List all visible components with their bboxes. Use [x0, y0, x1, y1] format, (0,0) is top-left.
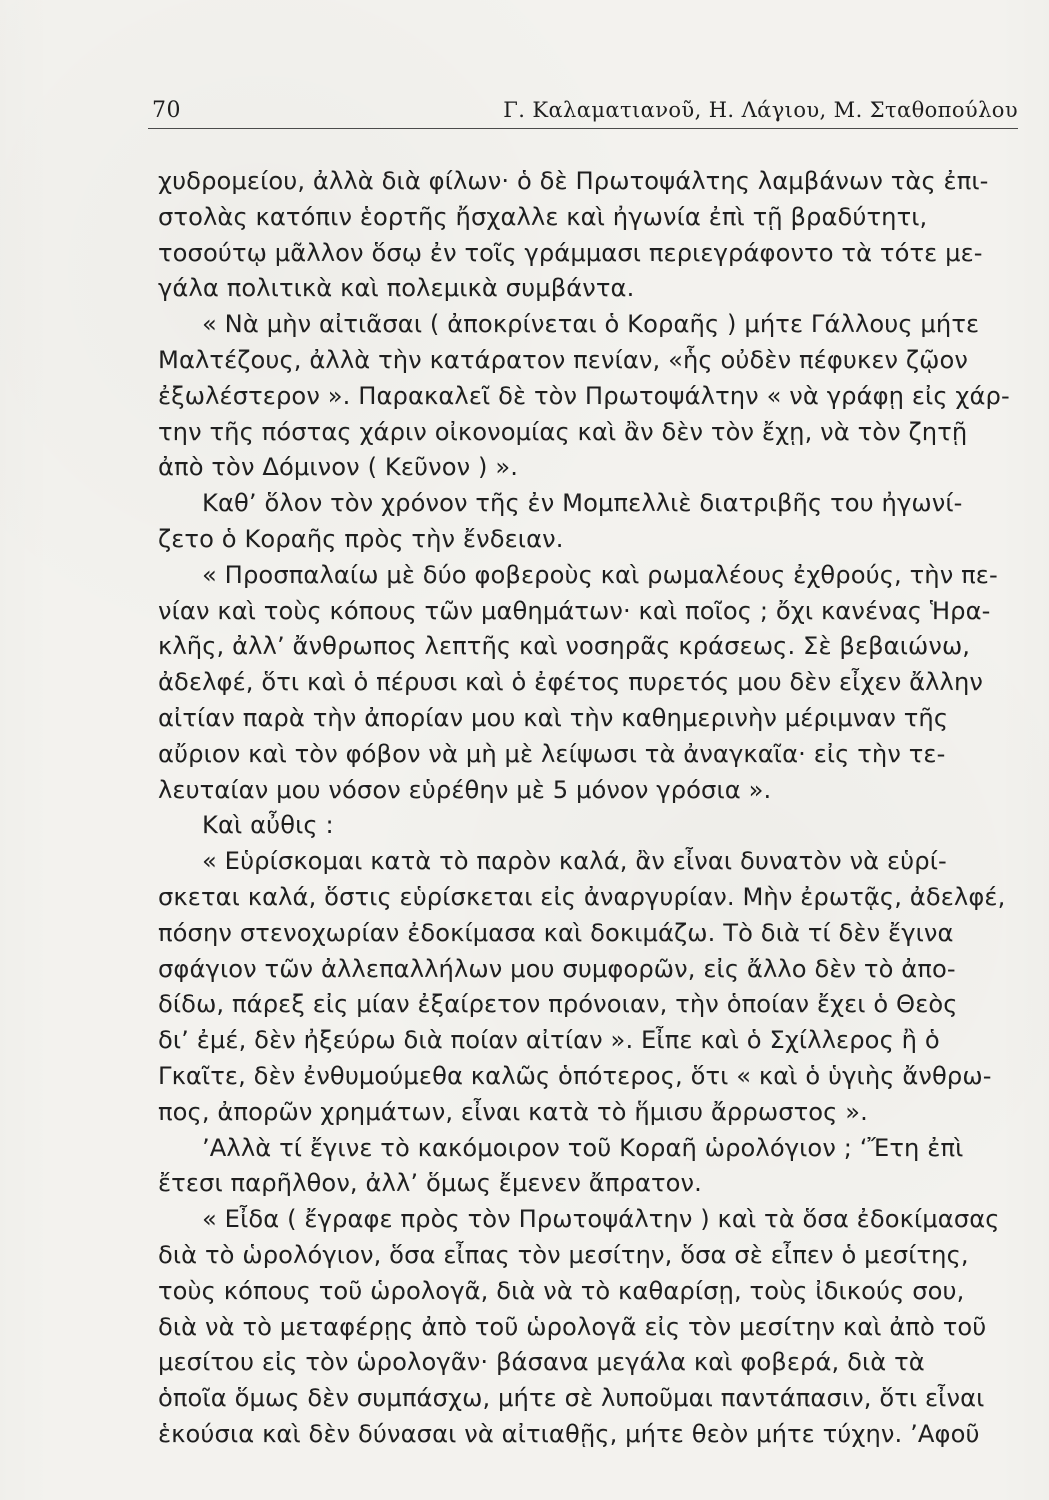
text-line: πόσην στενοχωρίαν ἐδοκίμασα καὶ δοκιμάζω. Τὸ διὰ τί δὲν ἔγινα — [158, 918, 954, 947]
text-line: « Εὑρίσκομαι κατὰ τὸ παρὸν καλά, ἂν εἶναι δυνατὸν νὰ εὑρί- — [202, 847, 947, 876]
text-line: ἀπὸ τὸν Δόμινον ( Κεῦνον ) ». — [158, 453, 519, 482]
text-line: την τῆς πόστας χάριν οἰκονομίας καὶ ἂν δὲν τὸν ἔχῃ, νὰ τὸν ζητῇ — [158, 417, 968, 446]
text-line: Καὶ αὖθις : — [202, 811, 334, 840]
text-line: κλῆς, ἀλλ’ ἄνθρωπος λεπτῆς καὶ νοσηρᾶς κράσεως. Σὲ βεβαιώνω, — [158, 632, 971, 661]
text-line: αὔριον καὶ τὸν φόβον νὰ μὴ μὲ λείψωσι τὰ ἀναγκαῖα· εἰς τὴν τε- — [158, 739, 946, 768]
text-line: Μαλτέζους, ἀλλὰ τὴν κατάρατον πενίαν, «ἧς οὐδὲν πέφυκεν ζῷον — [158, 345, 969, 374]
text-line: « Νὰ μὴν αἰτιᾶσαι ( ἀποκρίνεται ὁ Κοραῆς ) μήτε Γάλλους μήτε — [202, 310, 980, 339]
body-text — [158, 164, 1016, 1453]
text-line: χυδρομείου, ἀλλὰ διὰ φίλων· ὁ δὲ Πρωτοψάλτης λαμβάνων τὰς ἐπι- — [158, 167, 989, 195]
text-line: σκεται καλά, ὅστις εὑρίσκεται εἰς ἀναργυρίαν. Μὴν ἐρωτᾷς, ἀδελφέ, — [158, 882, 1006, 911]
text-line: πος, ἀπορῶν χρημάτων, εἶναι κατὰ τὸ ἥμισυ ἄρρωστος ». — [158, 1097, 868, 1126]
text-line: ἐξωλέστερον ». Παρακαλεῖ δὲ τὸν Πρωτοψάλτην « νὰ γράφῃ εἰς χάρ- — [158, 381, 1010, 410]
text-line: δι’ ἐμέ, δὲν ἠξεύρω διὰ ποίαν αἰτίαν ». Εἶπε καὶ ὁ Σχίλλερος ἢ ὁ — [158, 1026, 940, 1055]
text-line: « Προσπαλαίω μὲ δύο φοβεροὺς καὶ ρωμαλέους ἐχθρούς, τὴν πε- — [202, 560, 998, 589]
text-line: μεσίτου εἰς τὸν ὡρολογᾶν· βάσανα μεγάλα καὶ φοβερά, διὰ τὰ — [158, 1348, 925, 1377]
text-line: ὁποῖα ὅμως δὲν συμπάσχω, μήτε σὲ λυποῦμαι παντάπασιν, ὅτι εἶναι — [158, 1384, 985, 1413]
text-line: λευταίαν μου νόσον εὑρέθην μὲ 5 μόνον γρόσια ». — [158, 775, 772, 804]
text-line: ἀδελφέ, ὅτι καὶ ὁ πέρυσι καὶ ὁ ἐφέτος πυρετός μου δὲν εἶχεν ἄλλην — [158, 668, 984, 697]
text-line: διὰ νὰ τὸ μεταφέρῃς ἀπὸ τοῦ ὡρολογᾶ εἰς τὸν μεσίτην καὶ ἀπὸ τοῦ — [158, 1312, 987, 1341]
text-line: διὰ τὸ ὡρολόγιον, ὅσα εἶπας τὸν μεσίτην, ὅσα σὲ εἶπεν ὁ μεσίτης, — [158, 1240, 969, 1269]
text-line: ’Αλλὰ τί ἔγινε τὸ κακόμοιρον τοῦ Κοραῆ ὡρολόγιον ; ‘Ἔτη ἐπὶ — [202, 1133, 964, 1162]
text-line: ἔτεσι παρῆλθον, ἀλλ’ ὅμως ἔμενεν ἄπρατον. — [158, 1169, 702, 1198]
text-line: γάλα πολιτικὰ καὶ πολεμικὰ συμβάντα. — [158, 274, 635, 303]
text-line: Καθ’ ὅλον τὸν χρόνον τῆς ἐν Μομπελλιὲ διατριβῆς του ἠγωνί- — [202, 489, 963, 518]
header-rule — [148, 128, 1018, 129]
text-line: στολὰς κατόπιν ἑορτῆς ἤσχαλλε καὶ ἠγωνία ἐπὶ τῇ βραδύτητι, — [158, 202, 928, 231]
text-line: τοσούτῳ μᾶλλον ὅσῳ ἐν τοῖς γράμμασι περιεγράφοντο τὰ τότε με- — [158, 238, 983, 267]
page-number: 70 — [152, 98, 181, 123]
text-line: αἰτίαν παρὰ τὴν ἀπορίαν μου καὶ τὴν καθημερινὴν μέριμναν τῆς — [158, 703, 949, 732]
text-line: νίαν καὶ τοὺς κόπους τῶν μαθημάτων· καὶ ποῖος ; ὄχι κανένας Ἡρα- — [158, 596, 991, 625]
text-line: σφάγιον τῶν ἀλλεπαλλήλων μου συμφορῶν, εἰς ἄλλο δὲν τὸ ἀπο- — [158, 954, 956, 983]
page-header — [152, 98, 1018, 130]
running-head: Γ. Καλαματιανοῦ, Η. Λάγιου, Μ. Σταθοπούλου — [503, 98, 1018, 122]
text-line: « Εἶδα ( ἔγραφε πρὸς τὸν Πρωτοψάλτην ) καὶ τὰ ὅσα ἐδοκίμασας — [202, 1205, 1000, 1234]
text-line: ζετο ὁ Κοραῆς πρὸς τὴν ἔνδειαν. — [158, 524, 564, 553]
text-line: ἑκούσια καὶ δὲν δύνασαι νὰ αἰτιαθῇς, μήτε θεὸν μήτε τύχην. ’Αφοῦ — [158, 1419, 980, 1448]
text-line: τοὺς κόπους τοῦ ὡρολογᾶ, διὰ νὰ τὸ καθαρίσῃ, τοὺς ἰδικούς σου, — [158, 1276, 965, 1305]
text-line: δίδω, πάρεξ εἰς μίαν ἐξαίρετον πρόνοιαν, τὴν ὁποίαν ἔχει ὁ Θεὸς — [158, 990, 958, 1019]
text-line: Γκαῖτε, δὲν ἐνθυμούμεθα καλῶς ὁπότερος, ὅτι « καὶ ὁ ὑγιὴς ἄνθρω- — [158, 1061, 992, 1090]
